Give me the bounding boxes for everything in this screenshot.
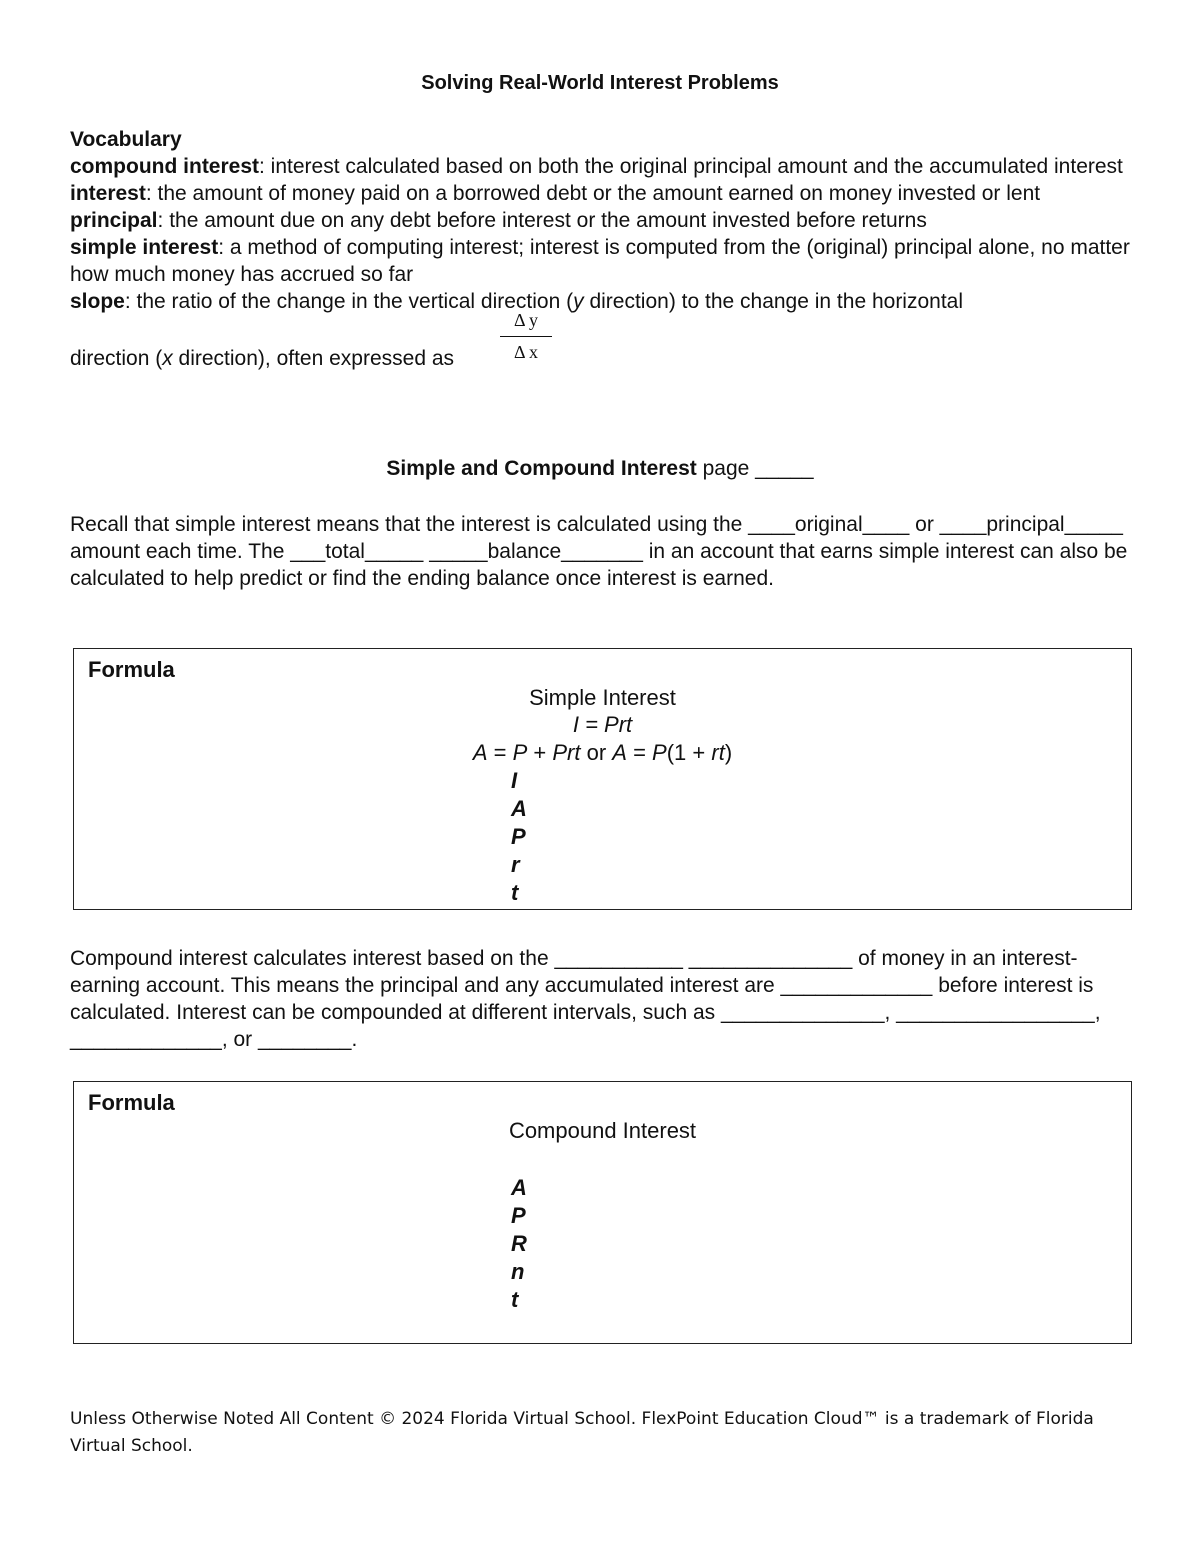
variable-label: R xyxy=(511,1231,527,1256)
formula-var: A xyxy=(472,740,488,765)
formula-var: A xyxy=(612,740,627,765)
variable-label: P xyxy=(511,824,526,849)
variable-x: x xyxy=(162,347,173,370)
vocab-definition: : interest calculated based on both the original principal amount and the accumulated interest xyxy=(259,155,1123,178)
formula-op: + xyxy=(527,740,553,765)
variable-y: y xyxy=(573,290,584,313)
compound-interest-formula-box xyxy=(73,1081,1132,1344)
vocab-entry-simple-interest xyxy=(70,234,1140,288)
vocab-definition-cont: direction), often expressed as xyxy=(172,347,455,370)
vocab-definition: : the ratio of the change in the vertical direction ( xyxy=(124,290,574,313)
section-page-blank: page _____ xyxy=(696,457,814,480)
section-heading xyxy=(0,457,1200,481)
formula-op: = xyxy=(487,740,513,765)
formula-box-title: Simple Interest xyxy=(529,685,676,710)
slope-fraction xyxy=(500,309,552,363)
vocab-definition-cont: direction) to the change in the horizontal xyxy=(583,290,964,313)
vocab-term: principal xyxy=(70,209,158,232)
vocab-definition: : the amount of money paid on a borrowed debt or the amount earned on money invested or lent xyxy=(145,182,1041,205)
variable-list xyxy=(511,767,527,907)
page-title: Solving Real-World Interest Problems xyxy=(421,72,779,94)
formula-op: or xyxy=(580,740,613,765)
variable-label: r xyxy=(511,852,520,877)
simple-interest-formula: I = Prt xyxy=(572,712,633,737)
variable-label: A xyxy=(511,796,527,821)
variable-label: P xyxy=(511,1203,526,1228)
vocab-definition-cont: direction ( xyxy=(70,347,163,370)
vocabulary-heading: Vocabulary xyxy=(70,128,182,151)
variable-label: t xyxy=(511,1287,519,1312)
formula-var: Prt xyxy=(552,740,581,765)
simple-interest-paragraph: Recall that simple interest means that the interest is calculated using the ____original____ or ____principal_____ amount each time. The ___total_____ _____balance_______ in an account that earns simple interest can also be calculated to help predict or find the ending balance once interest is earned. xyxy=(70,513,1128,590)
formula-label: Formula xyxy=(88,657,175,682)
vocab-term: slope xyxy=(70,290,125,313)
variable-label: I xyxy=(511,768,518,793)
formula-op: ) xyxy=(724,740,733,765)
vocab-definition: : a method of computing interest; interest is computed from the (original) principal alone, no matter how much money has accrued so far xyxy=(70,236,1130,286)
formula-box-title: Compound Interest xyxy=(508,1118,697,1143)
variable-label: t xyxy=(511,880,519,905)
vocab-term: simple interest xyxy=(70,236,219,259)
formula-label: Formula xyxy=(88,1090,175,1115)
vocab-entry-interest xyxy=(70,180,1140,207)
copyright-footer: Unless Otherwise Noted All Content © 2024 Florida Virtual School. FlexPoint Education Cloud™ is a trademark of Florida Virtual School. xyxy=(70,1409,1094,1456)
compound-interest-paragraph: Compound interest calculates interest based on the ___________ ______________ of money in an interest-earning account. This means the principal and any accumulated interest are _____________ before interest is calculated. Interest can be compounded at different intervals, such as ______________, _________________, _____________, or ________. xyxy=(70,947,1101,1051)
vocabulary-section xyxy=(70,126,1140,372)
vocab-entry-principal xyxy=(70,207,1140,234)
variable-label: n xyxy=(511,1259,525,1284)
simple-interest-formula-box xyxy=(73,648,1132,910)
formula-var: P xyxy=(512,740,528,765)
variable-label: A xyxy=(511,1175,527,1200)
formula-op: = xyxy=(626,740,653,765)
formula-var: rt xyxy=(711,740,725,765)
amount-formula xyxy=(74,740,1131,766)
variable-list xyxy=(511,1174,527,1314)
vocab-slope-line2 xyxy=(70,310,1140,372)
fraction-denominator: Δ x xyxy=(513,342,539,362)
vocab-definition: : the amount due on any debt before interest or the amount invested before returns xyxy=(157,209,927,232)
vocab-term: interest xyxy=(70,182,146,205)
formula-var: P xyxy=(652,740,667,765)
section-heading-bold: Simple and Compound Interest xyxy=(386,457,697,480)
vocab-term: compound interest xyxy=(70,155,260,178)
formula-op: (1 + xyxy=(666,740,712,765)
vocab-entry-slope xyxy=(70,288,1140,315)
fraction-numerator: Δ y xyxy=(500,309,552,337)
vocab-entry-compound-interest xyxy=(70,153,1140,180)
